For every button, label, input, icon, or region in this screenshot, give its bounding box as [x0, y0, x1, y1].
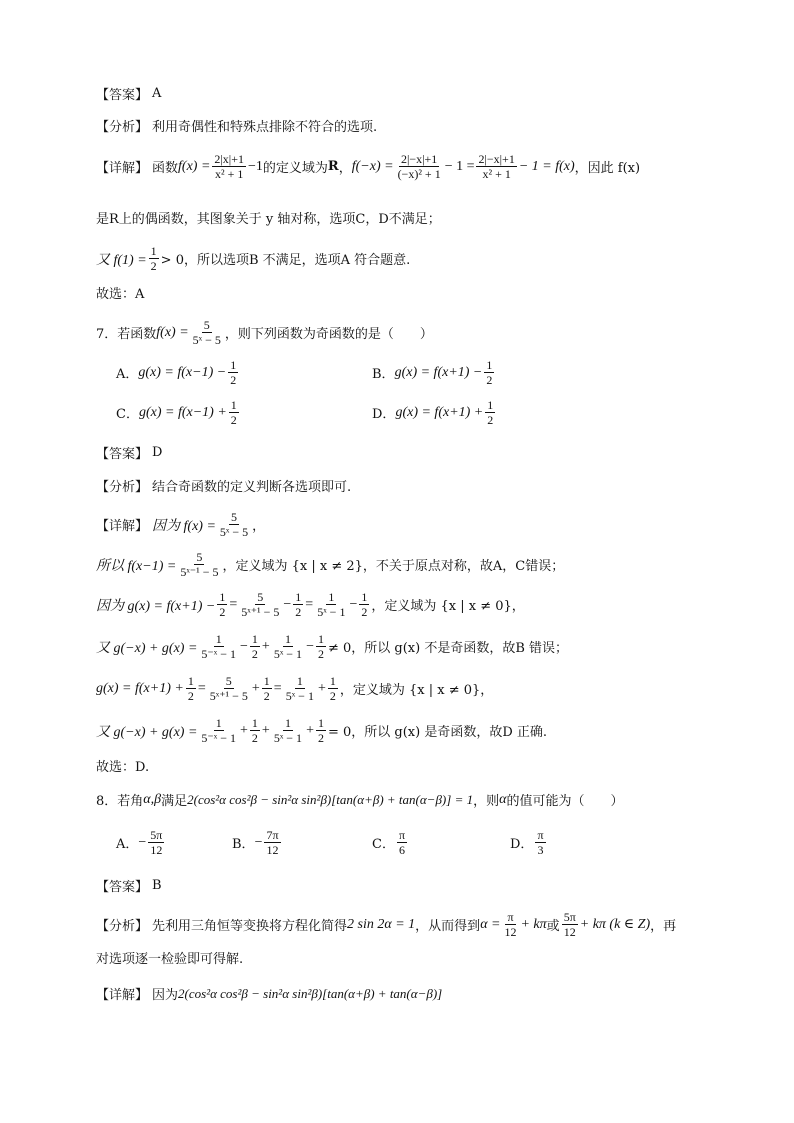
- q7-conclusion: 故选：D.: [96, 760, 150, 775]
- q8-answer-line: 【答案】 B: [96, 878, 162, 895]
- detail-text: > 0，所以选项B 不满足，选项A 符合题意.: [160, 253, 411, 268]
- fraction: $\frac{2|-x|+1}{\text{x² + 1}}$: [478, 152, 515, 181]
- detail-tag: 【详解】: [96, 161, 149, 176]
- fraction: $\frac{2|x|+1}{\text{x² + 1}}$: [214, 152, 244, 181]
- q6-detail-line-3: [96, 244, 754, 273]
- q8-detail-1: 【详解】 因为 2(cos²α cos²β − sin²α sin²β)[tan(α+β) + tan(α−β)]: [96, 985, 443, 1003]
- q7-option-d: D． g(x) = f(x+1) + $\frac{1}{2}$: [372, 398, 494, 427]
- q8-analysis-line-2: 对选项逐一检验即可得解.: [96, 952, 244, 967]
- analysis-text: 利用奇偶性和特殊点排除不符合的选项.: [152, 120, 378, 135]
- q7-option-b: B． g(x) = f(x+1) − $\frac{1}{2}$: [372, 358, 493, 387]
- q7-detail-2: 所以 f(x−1) = $\frac{5}{\text{5ˣ⁻¹ − 5}}$ ，定义域为 {x | x ≠ 2}，不关于原点对称，故A，C错误；: [96, 550, 565, 579]
- q6-answer-line: [96, 84, 754, 103]
- math-expr: 又 f(1) =: [96, 252, 147, 268]
- q8-option-a: A． − $\frac{5\pi}{12}$: [116, 828, 163, 857]
- q8-option-b: B． − $\frac{7\pi}{12}$: [232, 828, 279, 857]
- q8-analysis-line: 【分析】 先利用三角恒等变换将方程化简得 2 sin 2α = 1 ，从而得到 α = $\frac{\pi}{12}$ + kπ 或 $\frac{5\pi}{12}$ + kπ (k ∈ Z) ，再: [96, 910, 677, 939]
- math-expr: f(−x) =: [351, 158, 394, 174]
- q6-detail-line-2: [96, 208, 754, 227]
- math-expr: f(x) =: [156, 324, 189, 340]
- detail-text: 是R上的偶函数，其图象关于 y 轴对称，选项C，D不满足；: [96, 212, 441, 227]
- fraction: $\frac{1}{2}$: [150, 244, 157, 273]
- math-expr: − 1 = f(x): [518, 158, 575, 174]
- q7-detail-6: 又 g(−x) + g(x) = $\frac{1}{\text{5⁻ˣ − 1}}$ + $\frac{1}{2}$ + $\frac{1}{\text{5ˣ − 1}}$ + $\frac{1}{2}$ = 0，所以 g(x) 是奇函数，故D 正确.: [96, 716, 548, 745]
- q6-analysis-line: [96, 116, 754, 135]
- detail-text: ，因此 f(x): [574, 161, 641, 176]
- math-set-R: R: [327, 159, 339, 174]
- q7-analysis-line: 【分析】 结合奇函数的定义判断各选项即可.: [96, 480, 352, 495]
- q7-answer-line: 【答案】 D: [96, 445, 163, 462]
- q7-detail-3: 因为 g(x) = f(x+1) − $\frac{1}{2}$ = $\frac{5}{\text{5ˣ⁺¹ − 5}}$ − $\frac{1}{2}$ = $\frac{1}{\text{5ˣ − 1}}$ − $\frac{1}{2}$ ，定义域为 {x | x ≠ 0}，: [96, 590, 525, 619]
- question-text: 7．若函数: [96, 327, 157, 342]
- q7-option-c: C． g(x) = f(x−1) + $\frac{1}{2}$: [116, 398, 237, 427]
- q8-option-c: C． $\frac{\pi}{6}$: [372, 828, 406, 857]
- q6-conclusion: [96, 283, 754, 302]
- q8-stem: 8．若角 α,β 满足 2(cos²α cos²β − sin²α sin²β)[tan(α+β) + tan(α−β)] = 1 ，则 α 的值可能为（ ）: [96, 791, 624, 809]
- q8-option-d: D． $\frac{\pi}{3}$: [510, 828, 544, 857]
- detail-text: 的定义域为: [262, 161, 328, 176]
- conclusion-text: 故选：A: [96, 287, 145, 302]
- answer-value: A: [152, 86, 162, 101]
- q7-detail-1: 【详解】 因为 f(x) = $\frac{5}{\text{5ˣ − 5}}$ ，: [96, 510, 266, 539]
- q7-stem: [96, 318, 754, 347]
- q6-detail-line: 【详解】 函数 f(x) = $\frac{2|x|+1}{\text{x² + 1}}$ −1 的定义域为 R ， f(−x) = $\frac{2|-x|+1}{\text{(−x)² + 1}}$ − 1 = $\frac{2|-x|+1}{\text{x² + 1}}$ − 1 = f(x) ，因此 f(x): [96, 152, 641, 181]
- answer-tag: 【答案】: [96, 88, 149, 103]
- math-expr: f(x) =: [178, 158, 211, 174]
- fraction: $\frac{5}{\text{5ˣ − 5}}$: [192, 318, 221, 347]
- q7-detail-4: 又 g(−x) + g(x) = $\frac{1}{\text{5⁻ˣ − 1}}$ − $\frac{1}{2}$ + $\frac{1}{\text{5ˣ − 1}}$ − $\frac{1}{2}$ ≠ 0，所以 g(x) 不是奇函数，故B 错误；: [96, 632, 569, 661]
- analysis-tag: 【分析】: [96, 120, 149, 135]
- q7-detail-5: g(x) = f(x+1) + $\frac{1}{2}$ = $\frac{5}{\text{5ˣ⁺¹ − 5}}$ + $\frac{1}{2}$ = $\frac{1}{\text{5ˣ − 1}}$ + $\frac{1}{2}$ ，定义域为 {x | x ≠ 0}，: [96, 674, 494, 703]
- q7-option-a: A． g(x) = f(x−1) − $\frac{1}{2}$: [116, 358, 237, 387]
- math-expr: −1: [247, 158, 263, 174]
- detail-text: 函数: [152, 161, 179, 176]
- fraction: $\frac{2|-x|+1}{\text{(−x)² + 1}}$: [397, 152, 441, 181]
- question-text: ，则下列函数为奇函数的是（ ）: [224, 327, 433, 342]
